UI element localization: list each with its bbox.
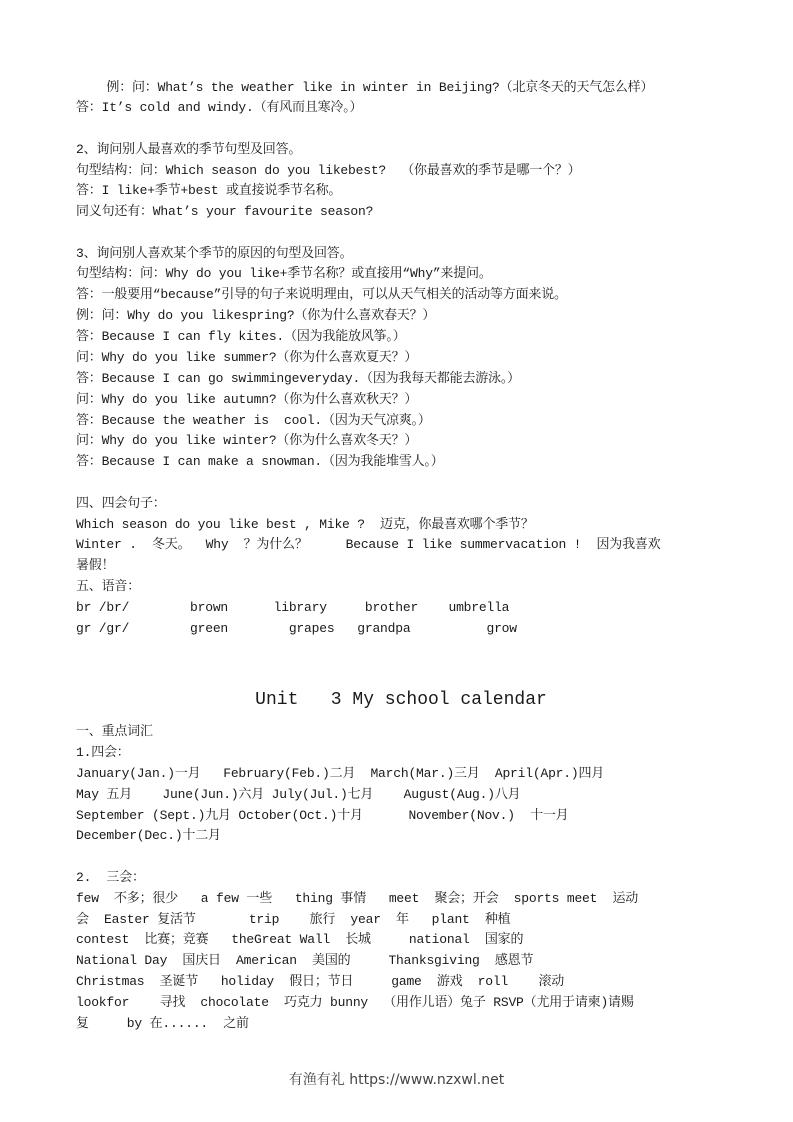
- vocab-row-5: Christmas 圣诞节 holiday 假日；节日 game 游戏 roll 滚动: [76, 974, 565, 989]
- vocab-row-1: few 不多；很少 a few 一些 thing 事情 meet 聚会；开会 sports meet 运动: [76, 891, 639, 906]
- section-3-structure: 句型结构：问：Why do you like+季节名称？或直接用“Why”来提问。: [76, 266, 492, 281]
- vocab-row-6: lookfor 寻找 chocolate 巧克力 bunny （用作儿语）兔子 RSVP（尤用于请柬)请赐: [76, 995, 634, 1010]
- sentence-winter-why-cont: 暑假！: [76, 558, 115, 573]
- section-2-heading: 2、询问别人最喜欢的季节句型及回答。: [76, 142, 302, 157]
- example-autumn-question: 问：Why do you like autumn?（你为什么喜欢秋天？）: [76, 392, 418, 407]
- phonics-gr-row: gr /gr/ green grapes grandpa grow: [76, 621, 517, 636]
- section-2-synonym: 同义句还有：What’s your favourite season?: [76, 204, 374, 219]
- months-row-1: January(Jan.)一月 February(Feb.)二月 March(Mar.)三月 April(Apr.)四月: [76, 766, 605, 781]
- section-5-heading: 五、语音：: [76, 579, 141, 594]
- months-row-4: December(Dec.)十二月: [76, 828, 221, 843]
- sentence-which-season: Which season do you like best , Mike ? 迈克，你最喜欢哪个季节？: [76, 517, 534, 532]
- example-autumn-answer: 答：Because the weather is cool.（因为天气凉爽。）: [76, 413, 431, 428]
- example-weather-answer: 答：It’s cold and windy.（有风而且寒冷。）: [76, 100, 363, 115]
- section-4-heading: 四、四会句子：: [76, 496, 166, 511]
- vocab-row-3: contest 比赛；竞赛 theGreat Wall 长城 national 国家的: [76, 932, 524, 947]
- example-spring-question: 例：问：Why do you likespring?（你为什么喜欢春天？）: [76, 308, 436, 323]
- vocab-three-skills-heading: 2. 三会：: [76, 870, 145, 885]
- example-winter-answer: 答：Because I can make a snowman.（因为我能堆雪人。）: [76, 454, 444, 469]
- section-2-structure: 句型结构：问：Which season do you likebest? （你最喜欢的季节是哪一个？）: [76, 163, 581, 178]
- example-winter-question: 问：Why do you like winter?（你为什么喜欢冬天？）: [76, 433, 418, 448]
- vocab-heading: 一、重点词汇: [76, 724, 153, 739]
- example-weather-question: 例：问：What’s the weather like in winter in Beijing?（北京冬天的天气怎么样）: [76, 80, 654, 95]
- months-row-2: May 五月 June(Jun.)六月 July(Jul.)七月 August(Aug.)八月: [76, 787, 521, 802]
- phonics-br-row: br /br/ brown library brother umbrella: [76, 600, 510, 615]
- section-2-answer: 答：I like+季节+best 或直接说季节名称。: [76, 183, 342, 198]
- example-summer-question: 问：Why do you like summer?（你为什么喜欢夏天？）: [76, 350, 418, 365]
- section-3-heading: 3、询问别人喜欢某个季节的原因的句型及回答。: [76, 246, 353, 261]
- example-spring-answer: 答：Because I can fly kites.（因为我能放风筝。）: [76, 329, 406, 344]
- vocab-row-2: 会 Easter 复活节 trip 旅行 year 年 plant 种植: [76, 912, 511, 927]
- months-row-3: September (Sept.)九月 October(Oct.)十月 November(Nov.) 十一月: [76, 808, 569, 823]
- vocab-four-skills-heading: 1.四会：: [76, 745, 130, 760]
- unit-title: Unit 3 My school calendar: [255, 690, 547, 710]
- sentence-winter-why: Winter . 冬天。 Why ？为什么？ Because I like summervacation ! 因为我喜欢: [76, 537, 661, 552]
- vocab-row-4: National Day 国庆日 American 美国的 Thanksgiving 感恩节: [76, 953, 534, 968]
- vocab-row-7: 复 by 在...... 之前: [76, 1016, 249, 1031]
- footer-watermark: 有渔有礼 https://www.nzxwl.net: [288, 1072, 505, 1088]
- section-3-answer-note: 答：一般要用“because”引导的句子来说明理由，可以从天气相关的活动等方面来说。: [76, 287, 567, 302]
- example-summer-answer: 答：Because I can go swimmingeveryday.（因为我每天都能去游泳。）: [76, 371, 520, 386]
